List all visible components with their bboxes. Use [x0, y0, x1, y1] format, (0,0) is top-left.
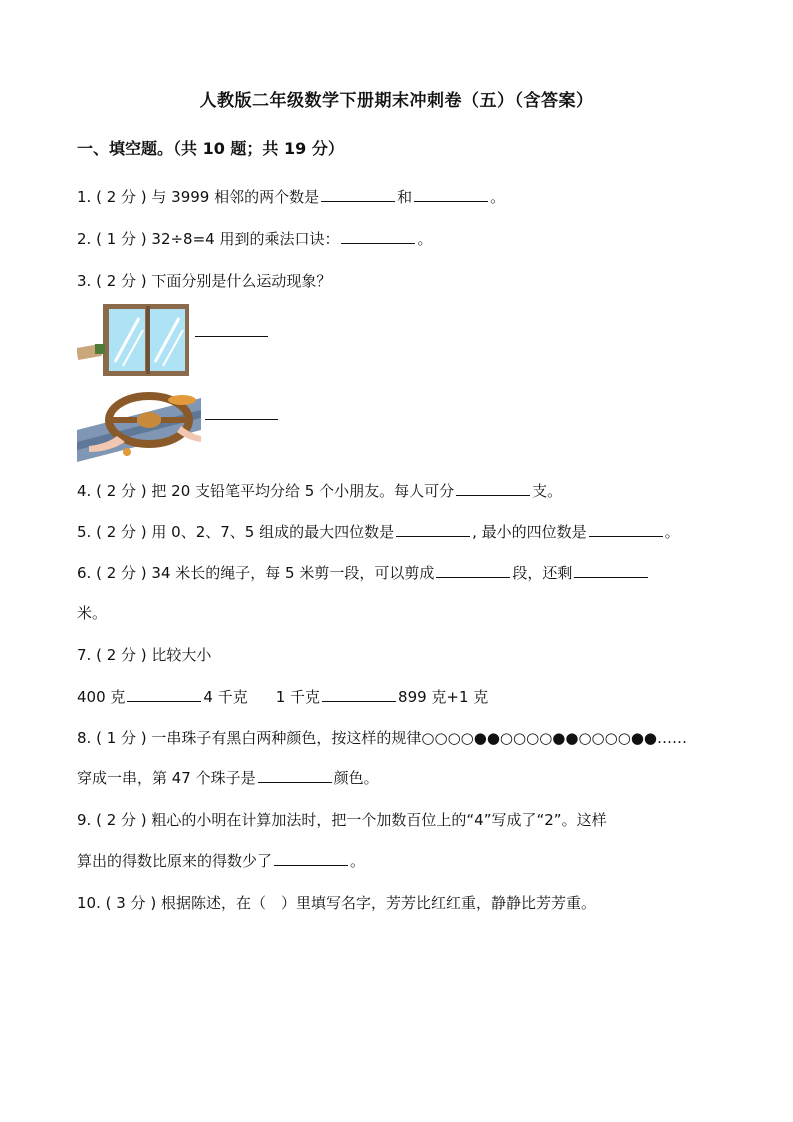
answer-blank[interactable] [436, 563, 510, 578]
question-6: 6. ( 2 分 ) 34 米长的绳子，每 5 米剪一段，可以剪成 段，还剩 [77, 562, 650, 583]
answer-blank[interactable] [321, 187, 395, 202]
question-8-continued: 穿成一串，第 47 个珠子是 颜色。 [77, 769, 379, 787]
sliding-window-illustration [77, 302, 195, 382]
question-10: 10. ( 3 分 ) 根据陈述，在（ ）里填写名字，芳芳比红红重，静静比芳芳重。 [77, 894, 596, 912]
question-4: 4. ( 2 分 ) 把 20 支铅笔平均分给 5 个小朋友。每人可分 支。 [77, 482, 563, 500]
answer-blank[interactable] [127, 687, 201, 702]
question-6-continued: 米。 [77, 604, 108, 622]
answer-blank[interactable] [258, 768, 332, 783]
answer-blank[interactable] [322, 687, 396, 702]
answer-blank[interactable] [456, 481, 530, 496]
answer-blank[interactable] [414, 187, 488, 202]
question-2: 2. ( 1 分 ) 32÷8=4 用到的乘法口诀： 。 [77, 230, 433, 248]
answer-blank[interactable] [195, 336, 268, 337]
answer-blank[interactable] [396, 522, 470, 537]
answer-blank[interactable] [574, 563, 648, 578]
question-7: 7. ( 2 分 ) 比较大小 [77, 646, 212, 664]
question-9: 9. ( 2 分 ) 粗心的小明在计算加法时，把一个加数百位上的“4”写成了“2”。这样 [77, 811, 607, 829]
answer-blank[interactable] [341, 229, 415, 244]
page-title: 人教版二年级数学下册期末冲刺卷（五）（含答案） [199, 91, 594, 111]
question-5: 5. ( 2 分 ) 用 0、2、7、5 组成的最大四位数是 , 最小的四位数是 。 [77, 523, 680, 541]
steering-wheel-illustration [77, 390, 201, 462]
answer-blank[interactable] [205, 419, 278, 420]
answer-blank[interactable] [589, 522, 663, 537]
question-3: 3. ( 2 分 ) 下面分别是什么运动现象？ [77, 272, 332, 290]
question-7-comparisons: 400 克 4 千克 1 千克 899 克+1 克 [77, 688, 489, 706]
question-1: 1. ( 2 分 ) 与 3999 相邻的两个数是 和 。 [77, 188, 506, 206]
question-8: 8. ( 1 分 ) 一串珠子有黑白两种颜色，按这样的规律○○○○●●○○○○●●○○○○●●…… [77, 729, 687, 747]
section-heading: 一、填空题。（共 10 题；共 19 分） [77, 139, 344, 158]
question-9-continued: 算出的得数比原来的得数少了 。 [77, 852, 366, 870]
answer-blank[interactable] [274, 851, 348, 866]
